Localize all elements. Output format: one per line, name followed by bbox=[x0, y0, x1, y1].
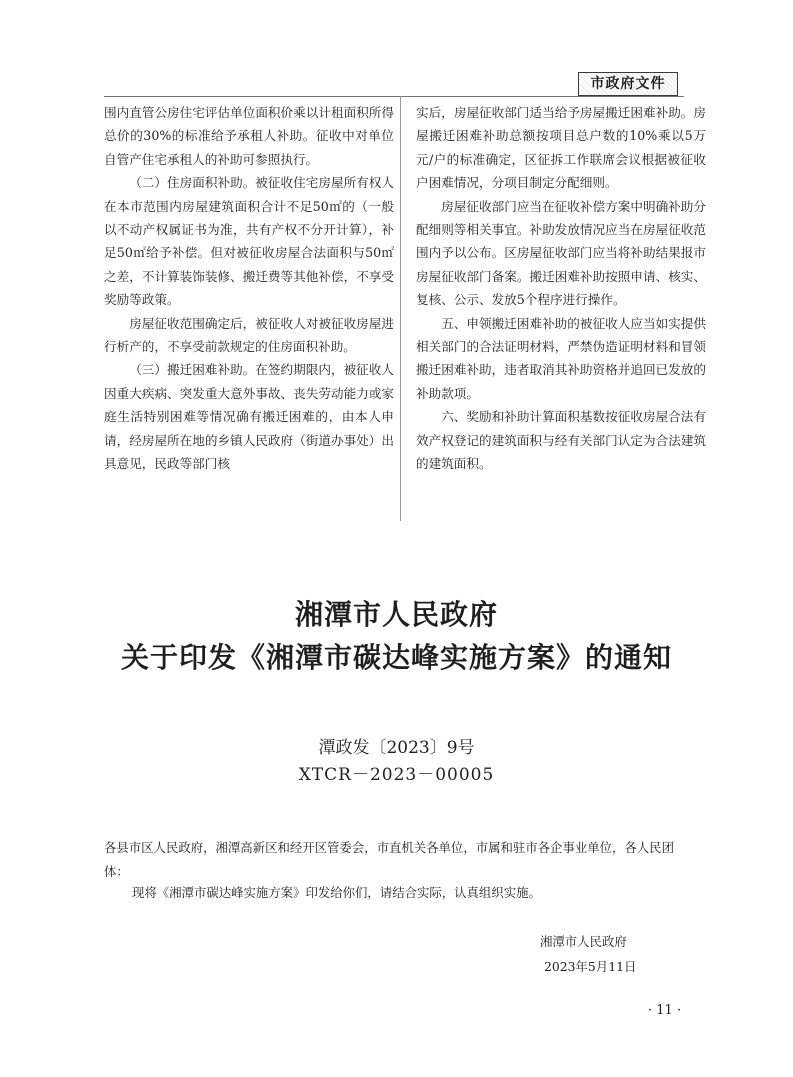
left-paragraph-2: （二）住房面积补助。被征收住宅房屋所有权人在本市范围内房屋建筑面积合计不足50㎡的（一般以不动产权属证书为准，共有产权不分开计算），补足50㎡给予补偿。但对被征收房屋合法面积与50㎡之差，不计算装饰装修、搬迁费等其他补偿，不享受奖励等政策。 bbox=[104, 175, 394, 308]
header-divider bbox=[104, 96, 684, 97]
notice-title-line-1: 湘潭市人民政府 bbox=[294, 598, 498, 631]
left-paragraph-4: （三）搬迁困难补助。在签约期限内，被征收人因重大疾病、突发重大意外事故、丧失劳动能力或家庭生活特别困难等情况确有搬迁困难的，由本人申请，经房屋所在地的乡镇人民政府（街道办事处）出具意见，民政等部门核 bbox=[104, 362, 394, 472]
notice-title-line-2: 关于印发《湘潭市碳达峰实施方案》的通知 bbox=[120, 641, 672, 674]
column-divider bbox=[400, 96, 401, 521]
right-paragraph-4: 六、奖励和补助计算面积基数按征收房屋合法有效产权登记的建筑面积与经有关部门认定为合法建筑的建筑面积。 bbox=[416, 409, 706, 472]
right-paragraph-1: 实后，房屋征收部门适当给予房屋搬迁困难补助。房屋搬迁困难补助总额按项目总户数的10%乘以5万元/户的标准确定，区征拆工作联席会议根据被征收户困难情况，分项目制定分配细则。 bbox=[416, 105, 706, 191]
document-code: XTCR－2023－00005 bbox=[298, 765, 495, 785]
right-paragraph-3: 五、申领搬迁困难补助的被征收人应当如实提供相关部门的合法证明材料，严禁伪造证明材料和冒领搬迁困难补助，违者取消其补助资格并追回已发放的补助款项。 bbox=[416, 315, 706, 401]
recipients: 各县市区人民政府，湘潭高新区和经开区管委会，市直机关各单位，市属和驻市各企事业单位，各人民团体： bbox=[104, 840, 674, 879]
left-paragraph-1: 围内直管公房住宅评估单位面积价乘以计租面积所得总价的30%的标准给予承租人补助。征收中对单位自管产住宅承租人的补助可参照执行。 bbox=[104, 105, 394, 167]
page-number: · 11 · bbox=[648, 1003, 682, 1018]
left-paragraph-3: 房屋征收范围确定后，被征收人对被征收房屋进行析产的，不享受前款规定的住房面积补助。 bbox=[104, 315, 394, 355]
left-column bbox=[104, 101, 394, 476]
section-tag: 市政府文件 bbox=[578, 72, 678, 96]
notice-body: 现将《湘潭市碳达峰实施方案》印发给你们，请结合实际，认真组织实施。 bbox=[132, 885, 541, 900]
document-number: 潭政发〔2023〕9号 bbox=[318, 738, 475, 758]
right-column bbox=[416, 101, 706, 476]
signature: 湘潭市人民政府 bbox=[540, 934, 627, 949]
issue-date: 2023年5月11日 bbox=[544, 959, 637, 974]
right-paragraph-2: 房屋征收部门应当在征收补偿方案中明确补助分配细则等相关事宜。补助发放情况应当在房屋征收范围内予以公布。区房屋征收部门应当将补助结果报市房屋征收部门备案。搬迁困难补助按照申请、核实、复核、公示、发放5个程序进行操作。 bbox=[416, 198, 706, 308]
